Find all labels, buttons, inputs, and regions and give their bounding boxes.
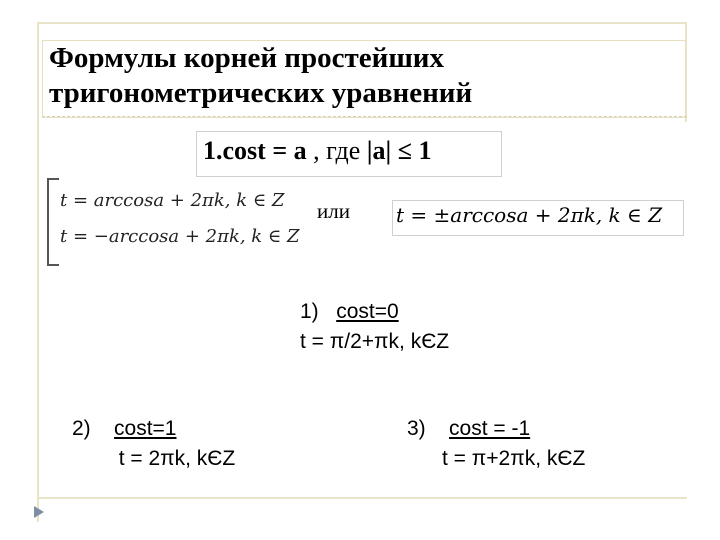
system-bracket (47, 178, 59, 266)
slide-title: Формулы корней простейших тригонометрических уравнений (49, 42, 473, 109)
case-3 (407, 414, 585, 474)
combined-formula: t = ±arccosa + 2πk, k ∈ Z (396, 203, 663, 227)
condition-inequality: |a| ≤ 1 (366, 136, 432, 165)
slide-frame-bottom (37, 497, 687, 499)
condition-separator: , где (306, 136, 367, 165)
case-1-solution: t = π/2+πk, kЄZ (300, 330, 450, 353)
slide-frame-left (37, 22, 39, 522)
case-1-equation: cost=0 (336, 300, 399, 323)
slide-frame-top (37, 22, 687, 24)
case-3-number: 3) (407, 417, 426, 440)
case-2-number: 2) (72, 417, 91, 440)
case-1 (300, 297, 449, 357)
title-underline (42, 116, 687, 117)
case-3-equation: cost = -1 (449, 417, 531, 440)
or-label: или (317, 199, 350, 223)
system-line-2: t = −arccosa + 2πk, k ∈ Z (60, 226, 300, 247)
case-1-number: 1) (300, 300, 319, 323)
condition-number: 1. (203, 136, 223, 165)
case-2 (72, 414, 235, 474)
case-2-equation: cost=1 (114, 417, 177, 440)
case-2-solution: t = 2πk, kЄZ (118, 447, 236, 470)
condition-equation: cost = a (222, 136, 307, 165)
case-3-solution: t = π+2πk, kЄZ (442, 447, 586, 470)
next-slide-arrow-icon[interactable] (34, 506, 44, 518)
condition-text (203, 136, 432, 166)
system-line-1: t = arccosa + 2πk, k ∈ Z (60, 190, 285, 211)
